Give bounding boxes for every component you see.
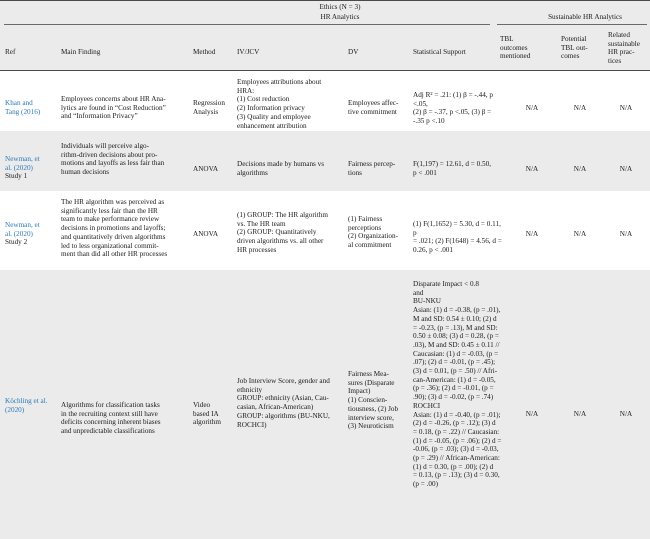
row1-tbl: N/A — [525, 104, 539, 112]
row4-stat: Disparate Impact < 0.8 and BU-NKU Asian: (1) d = -0.38, (p = .01), M and SD: 0.54 ± 0.10; (2) d = -0.23, (p = .13), M and SD: 0.50 ± 0.08; (3) d = 0.28, (p = .03), M and SD: 0.45 ± 0.11 // Caucasian: (1) d = -0.03, (p = .07); (2) d = -0.01, (p = .45); (3) d = 0.01, (p = .50) // Afri- can-American: (1) d = -0.05, (p = .36); (2) d = -0.01, (p = .90); (3) d = -0.02, (p = .74) ROCHCI Asian: (1) d = -0.40, (p = .01); (2) d = -0.26, (p = .12); (3) d = 0.18, (p = .22) // Caucasian: (1) d = -0.05, (p = .06); (2) d = -0.06, (p = .03); (3) d = -0.03, (p = .29) // African-American: (1) d = 0.30, (p = .00); (2) d = 0.13, (p = .13); (3) d = 0.30, (p = .00) — [413, 280, 502, 489]
row2-potential: N/A — [573, 165, 587, 173]
row2-related: N/A — [619, 165, 633, 173]
row4-method: Video based IA algorithm — [193, 401, 221, 427]
row2-finding: Individuals will perceive algo- rithm-driven decisions about pro- motions and layoffs as less fair than human decisions — [61, 142, 165, 177]
row1-ivjcv: Employees attributions about HRA: (1) Cost reduction (2) Information privacy (3) Quality and employee enhancement attribution — [237, 78, 322, 130]
col-main-finding: Main Finding — [61, 48, 101, 56]
row3-stat: (1) F(1,1652) = 5.30, d = 0.11, p = .021; (2) F(1648) = 4.56, d = 0.26, p < .001 — [413, 220, 502, 255]
row4-potential: N/A — [573, 410, 587, 418]
row3-ref[interactable]: Newman, et al. (2020) Study 2 — [5, 221, 40, 247]
row1-finding: Employees concerns about HR Ana- lytics are found in “Cost Reduction” and “Information Privacy” — [61, 95, 166, 121]
col-related-practices: Related sustainable HR prac- tices — [608, 31, 640, 66]
row3-ivjcv: (1) GROUP: The HR algorithm vs. The HR team (2) GROUP: Quantitatively driven algorithms vs. all other HR processes — [237, 211, 328, 254]
row3-potential: N/A — [573, 230, 587, 238]
row4-ivjcv: Job Interview Score, gender and ethnicity GROUP: ethnicity (Asian, Cau- casian, African-American) GROUP: algorithms (BU-NKU, ROCHCI) — [237, 377, 330, 429]
row4-ref[interactable]: Köchling et al. (2020) — [5, 397, 48, 414]
row2-ref[interactable]: Newman, et al. (2020) Study 1 — [5, 155, 40, 181]
sustainable-underline — [497, 24, 647, 25]
col-ref: Ref — [5, 48, 16, 56]
row2-ivjcv: Decisions made by humans vs algorithms — [237, 160, 325, 177]
row3-tbl: N/A — [525, 230, 539, 238]
col-statistical-support: Statistical Support — [413, 48, 466, 56]
sustainable-hr-analytics-label: Sustainable HR Analytics — [548, 13, 622, 21]
col-method: Method — [193, 48, 216, 56]
col-ivjcv: IV/JCV — [237, 48, 260, 56]
row1-stat: Adj R² = .21: (1) β = -.44, p <.05, (2) β = -.37, p <.05, (3) β = -.35 p <.10 — [413, 91, 493, 126]
row2-method: ANOVA — [193, 165, 219, 173]
col-tbl-outcomes: TBL outcomes mentioned — [500, 35, 531, 61]
row3-method: ANOVA — [193, 230, 219, 238]
row4-related: N/A — [619, 410, 633, 418]
row1-potential: N/A — [573, 104, 587, 112]
top-rule — [0, 0, 650, 1]
row1-dv: Employees affec- tive commitment — [348, 99, 399, 116]
row3-dv: (1) Fairness perceptions (2) Organization- al commitment — [348, 215, 398, 250]
row1-related: N/A — [619, 104, 633, 112]
row1-method: Regression Analysis — [193, 99, 225, 116]
row2-stat: F(1,197) = 12.61, d = 0.50, p < .001 — [413, 160, 491, 177]
row4-finding: Algorithms for classification tasks in the recruiting context still have deficits concerning inherent biases and unpredictable classifications — [61, 401, 161, 436]
col-potential-tbl: Potential TBL out- comes — [561, 35, 588, 61]
row1-ref[interactable]: Khan and Tang (2016) — [5, 99, 41, 116]
header-bottom-rule — [0, 70, 650, 71]
hr-analytics-underline — [4, 24, 490, 25]
ethics-label: Ethics (N = 3) — [319, 3, 361, 11]
row4-tbl: N/A — [525, 410, 539, 418]
col-dv: DV — [348, 48, 359, 56]
row3-finding: The HR algorithm was perceived as significantly less fair than the HR team to make performance review decisions in promotions and layoffs; and quantitatively driven algorithms led to less organizational commit- ment than did all other HR processes — [61, 198, 168, 259]
row4-dv: Fairness Mea- sures (Disparate Impact) (1) Conscien- tiousness, (2) Job interview score, (3) Neuroticism — [348, 370, 399, 431]
row3-related: N/A — [619, 230, 633, 238]
row2-dv: Fairness percep- tions — [348, 160, 396, 177]
hr-analytics-label: HR Analytics — [320, 13, 360, 21]
row2-tbl: N/A — [525, 165, 539, 173]
